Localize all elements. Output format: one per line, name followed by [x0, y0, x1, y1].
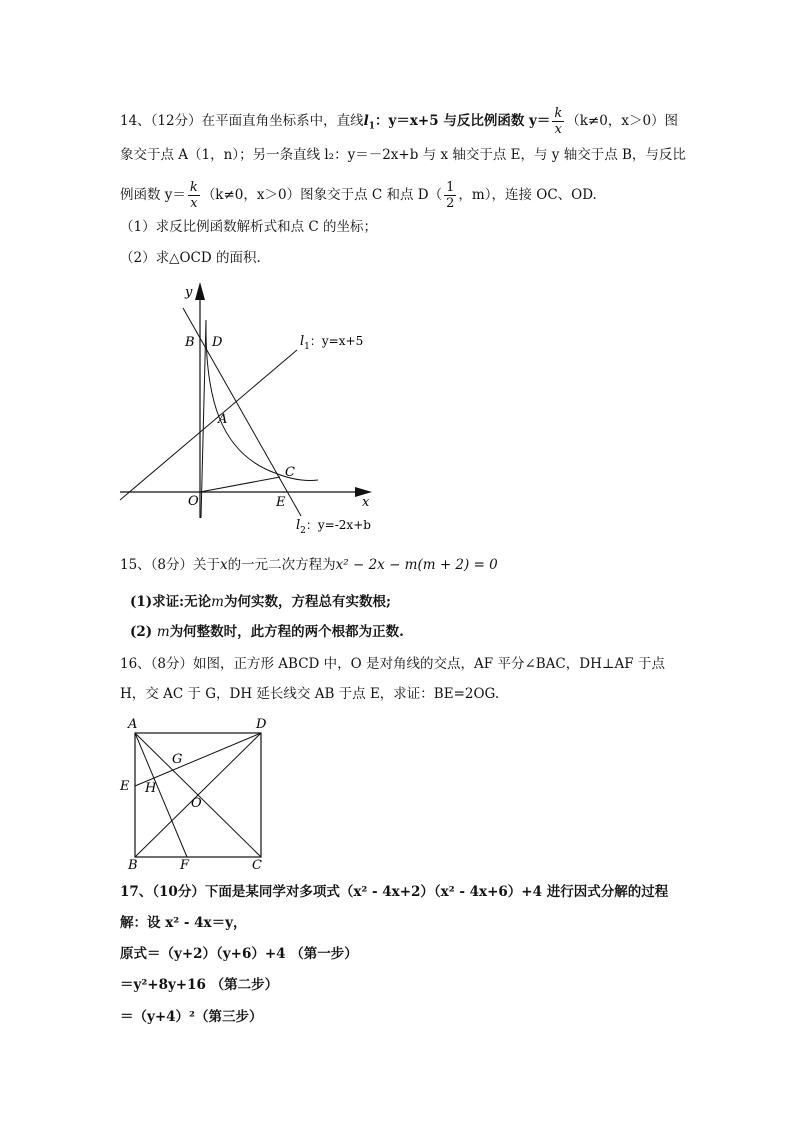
l1-name: l	[300, 334, 305, 349]
label-c: C	[285, 465, 295, 480]
q14-coordinate-figure	[110, 278, 390, 540]
q14-part-2: （2）求△OCD 的面积.	[120, 250, 261, 266]
q15-part-2	[130, 622, 404, 642]
q15-equation: x² − 2x − m(m + 2) = 0	[335, 557, 498, 573]
q17-line-3: 原式＝（y+2）（y+6）+4 （第一步）	[120, 946, 358, 962]
q15-text: 的一元二次方程为	[227, 557, 336, 573]
fraction-denominator: x	[554, 122, 562, 137]
q14-text: （k≠0，x＞0）图象交于点 C 和点 D（	[201, 187, 443, 203]
label-e: E	[276, 495, 286, 510]
hyperbola-near-axis	[201, 320, 206, 518]
q15-var: x	[220, 557, 228, 573]
q15-text: 为何实数，方程总有实数根;	[223, 594, 391, 610]
q14-l1-sub: 1	[368, 121, 376, 132]
fraction-numerator: k	[554, 106, 563, 121]
q16-line-1: 16、（8分）如图，正方形 ABCD 中，O 是对角线的交点，AF 平分∠BAC，DH⊥AF 于点	[120, 656, 665, 672]
q16-line-2: H，交 AC 于 G，DH 延长线交 AB 于点 E，求证：BE=2OG.	[120, 686, 500, 702]
label-d: D	[256, 717, 267, 732]
l1-sub: 1	[304, 342, 310, 352]
l2-name: l	[296, 518, 301, 533]
q15-var-m: m	[156, 624, 170, 640]
q14-line-2: 象交于点 A（1，n）；另一条直线 l₂：y＝－2x+b 与 x 轴交于点 E，与 y 轴交于点 B，与反比	[120, 147, 686, 163]
q14-part-1: （1）求反比例函数解析式和点 C 的坐标；	[120, 219, 378, 235]
label-x: x	[362, 495, 370, 510]
q14-fraction-k-over-x	[552, 106, 564, 137]
q15-text: 为何整数时，此方程的两个根都为正数.	[169, 624, 404, 640]
label-c: C	[252, 858, 262, 872]
fraction-denominator: 2	[446, 196, 455, 211]
label-y: y	[185, 285, 193, 300]
q14-text: ：y＝x+5 与反比例函数 y＝	[375, 113, 551, 129]
q17-line-2: 解：设 x² - 4x＝y，	[120, 915, 247, 931]
q14-line-3	[120, 180, 597, 211]
segment-de	[135, 733, 261, 786]
q14-fraction-half	[444, 180, 456, 211]
fraction-denominator: x	[190, 196, 198, 211]
label-l2	[296, 518, 371, 536]
label-l1	[300, 334, 363, 352]
label-o: O	[191, 796, 202, 811]
q17-line-4: ＝y²+8y+16 （第二步）	[120, 977, 279, 993]
q15-text: 15、（8分）关于	[120, 557, 221, 573]
q14-fraction-k-over-x-2	[188, 180, 200, 211]
q14-text: 14、（12分）在平面直角坐标系中，直线	[120, 113, 364, 129]
l1-equation: ：y=x+5	[309, 334, 364, 348]
q17-line-5: ＝（y+4）²（第三步）	[120, 1009, 263, 1025]
l2-equation: ：y=-2x+b	[305, 518, 371, 532]
q14-l1-name: l	[363, 113, 369, 129]
label-b: B	[185, 335, 195, 350]
label-a: A	[128, 717, 138, 732]
q15-stem	[120, 555, 498, 575]
q14-text: 例函数 y＝	[120, 187, 186, 203]
label-o: O	[188, 494, 199, 509]
q14-text: （k≠0，x＞0）图	[566, 113, 679, 129]
q14-text: ，m），连接 OC、OD.	[458, 187, 597, 203]
label-g: G	[172, 752, 183, 767]
l2-sub: 2	[300, 526, 306, 536]
segment-oc	[200, 477, 280, 492]
q17-line-1: 17、（10分）下面是某同学对多项式（x² - 4x+2）（x² - 4x+6）+4 进行因式分解的过程	[120, 884, 669, 900]
q16-square-figure	[112, 712, 282, 872]
q14-line-1	[120, 106, 678, 137]
fraction-numerator: k	[189, 180, 198, 195]
label-d: D	[212, 335, 223, 350]
q15-var-m: m	[211, 594, 224, 610]
line-l2	[183, 308, 301, 516]
q15-text: (2)	[130, 624, 157, 640]
label-b: B	[128, 858, 138, 872]
q15-text: (1)求证:无论	[130, 594, 212, 610]
label-e: E	[120, 779, 130, 794]
fraction-numerator: 1	[446, 180, 455, 195]
label-h: H	[145, 781, 157, 796]
label-a: A	[218, 412, 228, 427]
y-axis-arrow	[195, 282, 205, 300]
label-f: F	[180, 858, 190, 872]
q15-part-1	[130, 592, 391, 612]
